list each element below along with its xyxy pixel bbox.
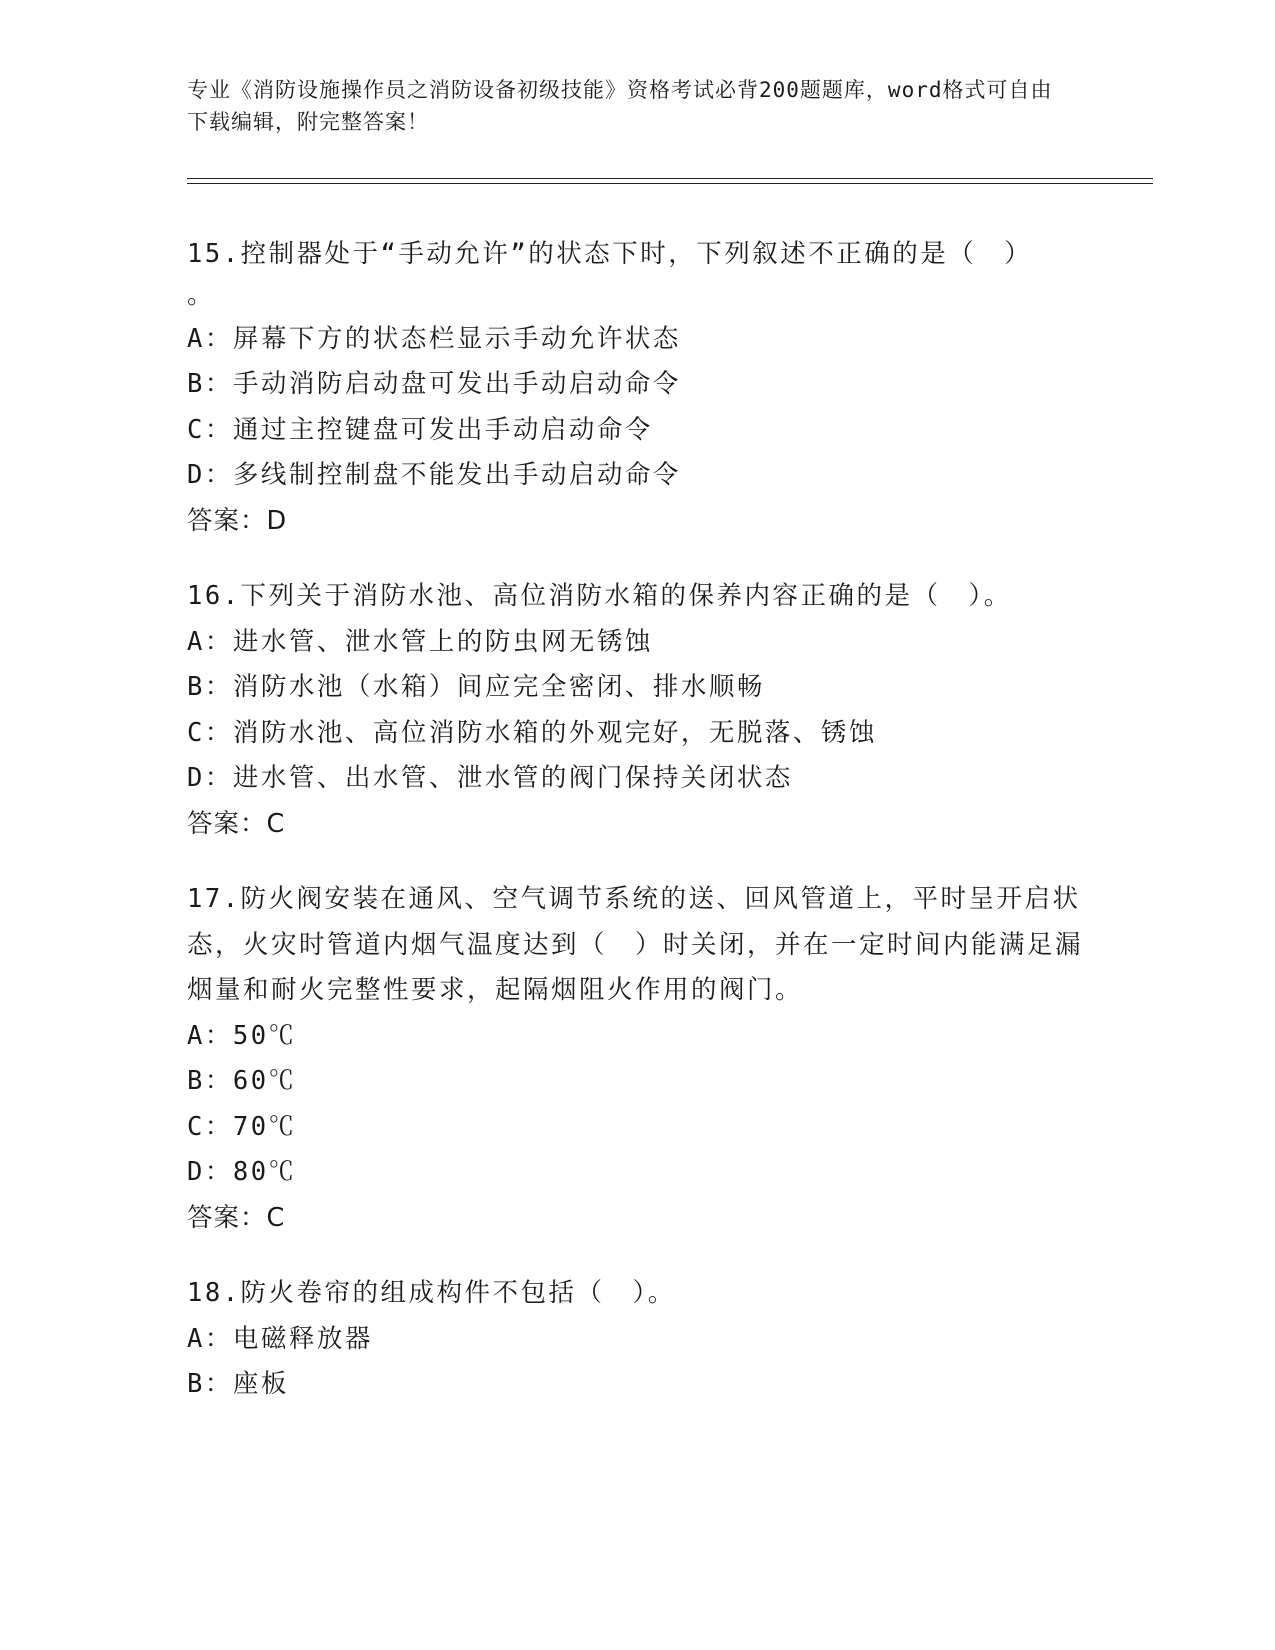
question-stem: 15.控制器处于“手动允许”的状态下时，下列叙述不正确的是（ ）	[187, 239, 1033, 269]
option-b: B：60℃	[187, 1066, 297, 1096]
header-rule-bottom	[187, 183, 1153, 184]
option-a: A：50℃	[187, 1020, 297, 1051]
option-d: D：进水管、出水管、泄水管的阀门保持关闭状态	[187, 763, 793, 793]
option-b: B：消防水池（水箱）间应完全密闭、排水顺畅	[187, 672, 765, 702]
document-header	[187, 74, 1067, 138]
option-d: D：多线制控制盘不能发出手动启动命令	[187, 460, 681, 490]
option-b: B：手动消防启动盘可发出手动启动命令	[187, 369, 681, 399]
option-c: C：70℃	[187, 1111, 297, 1142]
question-18	[187, 1271, 1087, 1408]
option-a: A：进水管、泄水管上的防虫网无锈蚀	[187, 626, 653, 657]
option-c: C：消防水池、高位消防水箱的外观完好，无脱落、锈蚀	[187, 717, 877, 748]
answer: 答案：C	[187, 808, 286, 839]
question-stem: 16.下列关于消防水池、高位消防水箱的保养内容正确的是（ ）。	[187, 581, 1012, 611]
option-a: A：屏幕下方的状态栏显示手动允许状态	[187, 323, 681, 354]
question-16	[187, 574, 1087, 847]
question-stem: 18.防火卷帘的组成构件不包括（ ）。	[187, 1278, 676, 1308]
option-a: A：电磁释放器	[187, 1323, 373, 1354]
answer: 答案：D	[187, 505, 288, 536]
option-c: C：通过主控键盘可发出手动启动命令	[187, 414, 653, 445]
header-title: 专业《消防设施操作员之消防设备初级技能》资格考试必背200题题库，word格式可自由下载编辑，附完整答案！	[187, 78, 1053, 134]
question-17	[187, 877, 1087, 1241]
question-list	[187, 232, 1087, 1438]
answer: 答案：C	[187, 1202, 286, 1233]
question-15	[187, 232, 1087, 544]
header-rule-top	[187, 178, 1153, 179]
option-b: B：座板	[187, 1369, 289, 1399]
question-stem: 17.防火阀安装在通风、空气调节系统的送、回风管道上，平时呈开启状态，火灾时管道内烟气温度达到（ ）时关闭，并在一定时间内能满足漏烟量和耐火完整性要求，起隔烟阻火作用的阀门。	[187, 884, 1084, 1005]
option-d: D：80℃	[187, 1157, 297, 1187]
question-stem-continuation: 。	[187, 279, 216, 310]
